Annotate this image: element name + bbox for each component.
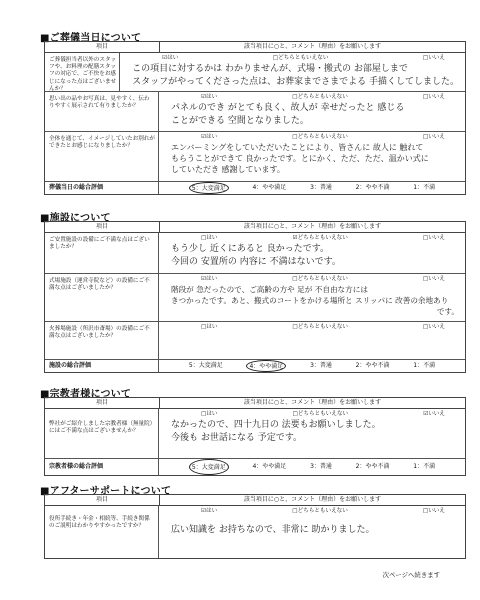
header-answer: 該当項目に○と、コメント（理由）をお願いします [243, 223, 382, 230]
answer-options [120, 53, 465, 63]
handwritten-comment: この項目に対するかは わかりませんが、式場・搬式の お部屋しまで [132, 64, 408, 74]
option-neutral[interactable]: □どちらともいえない [292, 411, 349, 417]
header-answer: 該当項目に○と、コメント（理由）をお願いします [243, 399, 382, 406]
header-item: 項目 [45, 222, 160, 232]
option-no[interactable]: ☑いいえ [423, 411, 445, 417]
handwritten-comment: 階段が 急だったので、ご高齢の方や 足が 不自由な方には [171, 285, 368, 294]
answer-options [159, 322, 465, 332]
facilities-table [44, 221, 466, 373]
handwritten-comment: していただき 感謝しています。 [171, 165, 285, 174]
table-header [45, 222, 465, 233]
answer-options [159, 274, 465, 284]
option-neutral[interactable]: □どちらともいえない [272, 55, 329, 61]
section-title-facilities: ■施設について [40, 213, 111, 224]
scale-1[interactable]: 1：不満 [413, 184, 436, 191]
answer-options [159, 409, 465, 419]
question-text: 全体を通じて、イメージしていたお別れができたとお感じになりましたか？ [45, 132, 159, 181]
scale-5-selected[interactable]: 5：大変満足 [189, 182, 229, 194]
option-neutral[interactable]: □どちらともいえない [292, 94, 348, 100]
option-yes[interactable]: □はい [201, 235, 218, 241]
funeral-day-table [44, 41, 466, 195]
scale-4-selected[interactable]: 4：やや満足 [246, 360, 286, 372]
question-text: ご葬儀担当者以外のスタッフや、お料理の配膳スタッフの対応で、ご不快をお感じになった点はございませんか？ [45, 53, 120, 91]
handwritten-comment: エンバーミングをしていただいたことにより、皆さんに 故人に 触れて [171, 143, 424, 152]
answer-cell [159, 274, 465, 321]
table-header [45, 398, 465, 409]
section-title-religious: ■宗教者様について [40, 389, 132, 400]
table-row [45, 274, 465, 322]
scale-3[interactable]: 3：普通 [310, 463, 332, 470]
handwritten-comment: なかったので、四十九日の 法要もお願いしました。 [171, 420, 381, 430]
answer-options [159, 233, 465, 243]
scale-4[interactable]: 4：やや満足 [252, 463, 287, 470]
scale-2[interactable]: 2：やや不満 [355, 463, 390, 470]
table-row [45, 132, 465, 182]
option-no[interactable]: □いいえ [422, 235, 445, 241]
option-yes[interactable]: ☑はい [201, 94, 218, 100]
handwritten-comment: もう少し 近くにあると 良かったです。 [171, 244, 330, 254]
scale-2[interactable]: 2：やや不満 [355, 184, 390, 191]
table-header [45, 495, 465, 506]
evaluation-label: 宗教者様の総合評価 [45, 459, 159, 475]
handwritten-comment: きつかったです。あと、搬式のコートをかける場所と スリッパに 改善の余地あり [171, 296, 449, 305]
scale-5-selected[interactable]: 5：大変満足 [189, 459, 229, 475]
option-yes[interactable]: □はい [201, 324, 218, 330]
evaluation-scale [159, 459, 465, 475]
answer-cell [159, 132, 465, 181]
question-text: 思い出の品やお写真は、見やすく、伝わりやすく展示されて有りましたか？ [45, 92, 159, 131]
evaluation-label: 施設の総合評価 [45, 360, 159, 372]
option-no[interactable]: □いいえ [422, 508, 445, 514]
answer-cell [159, 506, 465, 558]
evaluation-label: 葬儀当日の総合評価 [45, 182, 159, 194]
scale-2[interactable]: 2：やや不満 [355, 362, 390, 369]
scale-5[interactable]: 5：大変満足 [188, 362, 223, 369]
scale-4[interactable]: 4：やや満足 [252, 184, 287, 191]
overall-evaluation-row [45, 360, 465, 372]
handwritten-comment: もらうことができて 良かったです。とにかく、ただ、ただ、温かい式に [171, 154, 429, 163]
table-row [45, 53, 465, 92]
handwritten-comment: です。 [436, 307, 459, 316]
option-neutral[interactable]: □どちらともいえない [292, 324, 349, 330]
table-row [45, 92, 465, 132]
option-yes[interactable]: ☑はい [201, 276, 218, 282]
option-yes[interactable]: □はい [201, 411, 218, 417]
option-neutral[interactable]: □どちらともいえない [292, 276, 348, 282]
scale-1[interactable]: 1：不満 [413, 463, 436, 470]
answer-cell [159, 92, 465, 131]
overall-evaluation-row [45, 459, 465, 475]
option-no[interactable]: □いいえ [422, 94, 445, 100]
answer-cell [159, 322, 465, 359]
answer-options [159, 506, 465, 516]
header-item: 項目 [45, 42, 160, 52]
scale-3[interactable]: 3：普通 [310, 184, 332, 191]
question-text: 役所手続き・年金・相続等、手続き関係のご説明はわかりやすかったですか？ [45, 506, 159, 558]
header-answer: 該当項目に○と、コメント（理由）をお願いします [243, 496, 382, 503]
answer-cell [120, 53, 465, 91]
table-row [45, 409, 465, 459]
section-title-funeral-day: ■ご葬儀当日について [40, 33, 142, 44]
handwritten-comment: スタッフがやってくださった点は、お葬家までさまでよる 手描くしてしました。 [132, 77, 459, 87]
option-yes[interactable]: ☑はい [201, 134, 218, 140]
after-support-table [44, 494, 466, 559]
section-title-after-support: ■アフターサポートについて [40, 486, 172, 497]
religious-table [44, 397, 466, 476]
continue-note: 次ページへ続きます [382, 571, 440, 579]
option-neutral[interactable]: □どちらともいえない [292, 508, 348, 514]
answer-cell [159, 233, 465, 273]
table-header [45, 42, 465, 53]
answer-cell [159, 409, 465, 458]
handwritten-comment: パネルのでき がとても良く、故人が 幸せだったと 感じる [171, 103, 405, 113]
handwritten-comment: 今後も お世話になる 予定です。 [171, 433, 303, 443]
option-yes[interactable]: ☑はい [201, 508, 218, 514]
option-no[interactable]: □いいえ [422, 324, 445, 330]
question-text: 弊社がご紹介しました宗教者様（無量院）にはご不満な点はございませんか？ [45, 409, 159, 458]
header-answer: 該当項目に○と、コメント（理由）をお願いします [243, 43, 382, 50]
header-item: 項目 [45, 495, 160, 505]
overall-evaluation-row [45, 182, 465, 194]
handwritten-comment: ことができる 空間となりました。 [171, 116, 309, 126]
question-text: 火葬場施設（所沢市斎場）の設備にご不満な点はございましたか？ [45, 322, 159, 359]
handwritten-comment: 今回の 安置所の 内容に 不満はないです。 [171, 257, 341, 267]
header-item: 項目 [45, 398, 160, 408]
evaluation-scale [159, 182, 465, 194]
option-no[interactable]: □いいえ [422, 134, 445, 140]
table-row [45, 322, 465, 360]
scale-1[interactable]: 1：不満 [413, 362, 436, 369]
question-text: 式場施設（運営寺院など）の設備にご不満な点はございましたか？ [45, 274, 159, 321]
evaluation-scale [159, 360, 465, 372]
option-yes[interactable]: ☑はい [162, 55, 179, 61]
option-no[interactable]: □いいえ [422, 55, 445, 61]
option-neutral[interactable]: □どちらともいえない [292, 134, 348, 140]
table-row [45, 233, 465, 274]
question-text: ご安置施設の設備にご不満な点はございましたか？ [45, 233, 159, 273]
option-neutral[interactable]: ☑どちらともいえない [292, 235, 348, 241]
option-no[interactable]: □いいえ [422, 276, 445, 282]
handwritten-comment: 広い知識を お持ちなので、非常に 助かりました。 [171, 525, 375, 535]
table-row [45, 506, 465, 558]
answer-options [159, 92, 465, 102]
scale-3[interactable]: 3：普通 [310, 362, 332, 369]
answer-options [159, 132, 465, 142]
